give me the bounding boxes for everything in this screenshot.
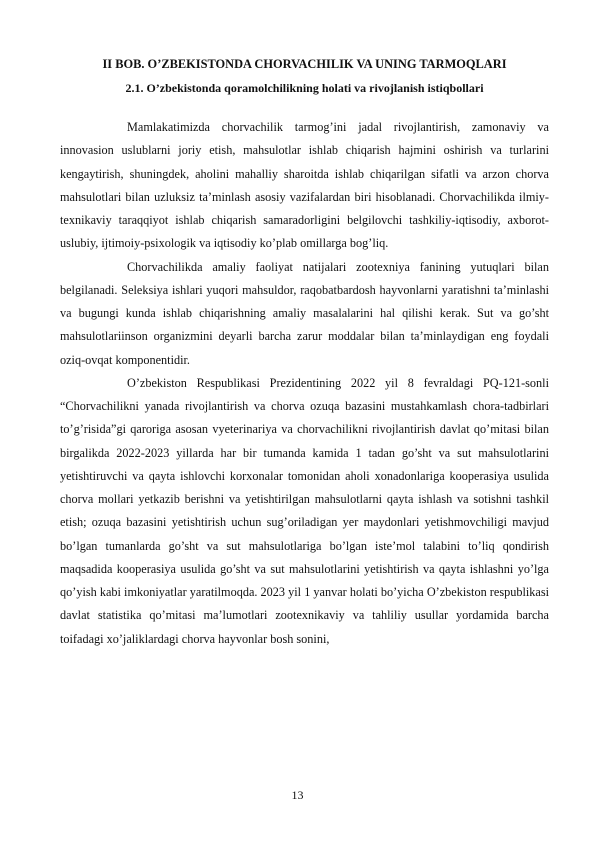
body-text bbox=[60, 116, 549, 651]
paragraph: Mamlakatimizda chorvachilik tarmog’ini jadal rivojlantirish, zamonaviy va innovasion uslublarni joriy etish, mahsulotlar ishlab chiqarish hajmini oshirish va turlarini kengaytirish, shuningdek, aholini mahalliy sharoitda ishlab chiqarilgan sifatli va arzon chorva mahsulotlari bilan uzluksiz ta’minlash asosiy vazifalardan biri hisoblanadi. Chorvachilikda ilmiy-texnikaviy taraqqiyot ishlab chiqarish samaradorligini belgilovchi tashkiliy-iqtisodiy, axborot-uslubiy, ijtimoiy-psixologik va iqtisodiy ko’plab omillarga bog’liq. bbox=[60, 120, 549, 251]
page-number: 13 bbox=[291, 788, 304, 802]
section-title: 2.1. O’zbekistonda qoramolchilikning holati va rivojlanish istiqbollari bbox=[125, 81, 484, 95]
paragraph: O’zbekiston Respublikasi Prezidentining 2022 yil 8 fevraldagi PQ-121-sonli “Chorvachilikni yanada rivojlantirish va chorva ozuqa bazasini mustahkamlash chora-tadbirlari to’g’risida”gi qaroriga asosan vyeterinariya va chorvachilikni rivojlantirish davlat qo’mitasi bilan birgalikda 2022-2023 yillarda har bir tumanda kamida 1 tadan go’sht va sut mahsulotlarini yetishtiruvchi va qayta ishlovchi korxonalar tomonidan aholi xonadonlariga kooperasiya usulida chorva mollari yetkazib berishni va yetishtirilgan mahsulotlarni qayta ishlash va sotishni tashkil etish; ozuqa bazasini yetishtirish uchun sug’oriladigan yer maydonlari yetishmovchiligi mavjud bo’lgan tumanlarda go’sht va sut mahsulotlariga bo’lgan iste’mol talabini to’liq qondirish maqsadida kooperasiya usulida go’sht va sut mahsulotlarini yetishtirish va qayta ishlashni yo’lga qo’yish kabi imkoniyatlar yaratilmoqda. 2023 yil 1 yanvar holati bo’yicha O’zbekiston respublikasi davlat statistika qo’mitasi ma’lumotlari zootexnikaviy va tahliliy usullar yordamida barcha toifadagi xo’jaliklardagi chorva hayvonlar bosh sonini, bbox=[60, 375, 549, 646]
paragraph: Chorvachilikda amaliy faoliyat natijalari zootexniya fanining yutuqlari bilan belgilanadi. Seleksiya ishlari yuqori mahsuldor, raqobatbardosh hayvonlarni yaratishni ta’minlashi va bugungi kunda ishlab chiqarishning amaliy masalalarini hal qilishi kerak. Sut va go’sht mahsulotlariinson organizmini deyarli barcha zarur moddalar bilan ta’minlaydigan eng foydali oziq-ovqat komponentidir. bbox=[60, 259, 549, 367]
chapter-title: II BOB. O’ZBEKISTONDA CHORVACHILIK VA UNING TARMOQLARI bbox=[102, 57, 507, 71]
